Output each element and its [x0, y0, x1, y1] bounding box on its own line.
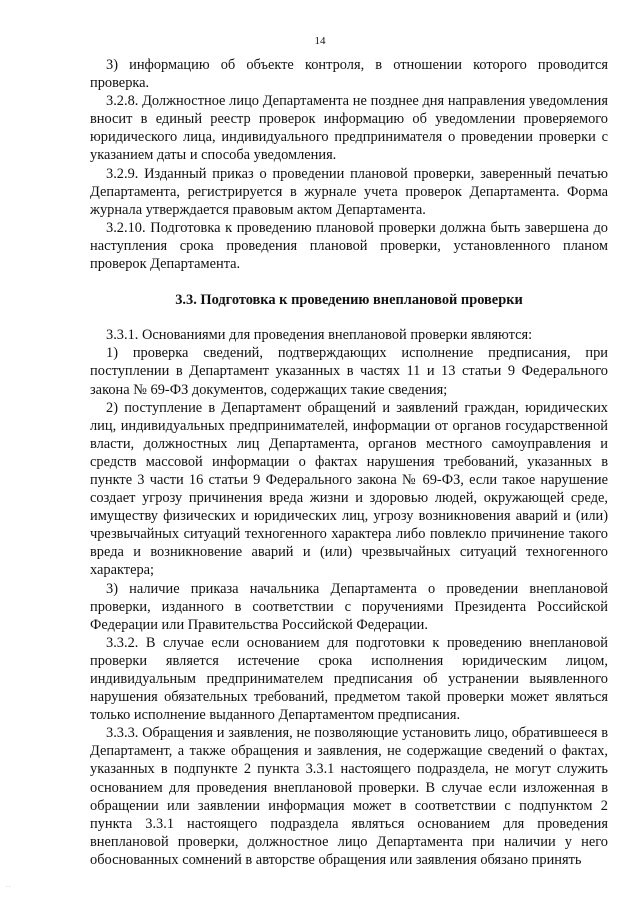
- document-body: [90, 56, 608, 869]
- page-number: 14: [314, 35, 326, 47]
- list-item-2: 2) поступление в Департамент обращений и заявлений граждан, юридических лиц, индивидуальных предпринимателей, информации от органов государственной власти, должностных лиц Департамента, органов местного самоуправления и средств массовой информации о фактах нарушения требований, указанных в пункте 3 части 16 статьи 9 Федерального закона № 69-ФЗ, если такое нарушение создает угрозу причинения вреда жизни и здоровью людей, окружающей среде, имуществу физических и юридических лиц, угрозу возникновения аварий и (или) чрезвычайных ситуаций техногенного характера либо повлекло причинение такого вреда и возникновение аварий и (или) чрезвычайных ситуаций техногенного характера;: [90, 399, 608, 579]
- paragraph-3-2-8: 3.2.8. Должностное лицо Департамента не позднее дня направления уведомления вносит в единый реестр проверок информацию об уведомлении проверяемого юридического лица, индивидуального предпринимателя о проведении проверки с указанием даты и способа уведомления.: [90, 93, 608, 164]
- paragraph-object-info: 3) информацию об объекте контроля, в отношении которого проводится проверка.: [90, 57, 608, 92]
- scan-margin-mark: . .: [6, 883, 11, 889]
- paragraph-3-3-1: 3.3.1. Основаниями для проведения внеплановой проверки являются:: [106, 327, 533, 344]
- list-item-1: 1) проверка сведений, подтверждающих исполнение предписания, при поступлении в Департамент указанных в частях 11 и 13 статьи 9 Федерального закона № 69-ФЗ документов, содержащих такие сведения;: [90, 345, 608, 398]
- paragraph-3-3-3: 3.3.3. Обращения и заявления, не позволяющие установить лицо, обратившееся в Департамент, а также обращения и заявления, не содержащие сведений о фактах, указанных в подпункте 2 пункта 3.3.1 настоящего подраздела, не могут служить основанием для проведения внеплановой проверки. В случае если изложенная в обращении или заявлении информация может в соответствии с подпунктом 2 пункта 3.3.1 настоящего подраздела являться основанием для проведения внеплановой проверки, должностное лицо Департамента при наличии у него обоснованных сомнений в авторстве обращения или заявления обязано принять: [90, 725, 608, 868]
- paragraph-3-3-2: 3.3.2. В случае если основанием для подготовки к проведению внеплановой проверки является истечение срока исполнения юридическим лицом, индивидуальным предпринимателем предписания об устранении выявленного нарушения обязательных требований, предметом такой проверки может являться только исполнение выданного Департаментом предписания.: [90, 634, 608, 724]
- paragraph-3-2-9: 3.2.9. Изданный приказ о проведении плановой проверки, заверенный печатью Департамента, регистрируется в журнале учета проверок Департамента. Форма журнала утверждается правовым актом Департамента.: [90, 165, 608, 218]
- section-heading: 3.3. Подготовка к проведению внеплановой проверки: [175, 292, 523, 309]
- list-item-3: 3) наличие приказа начальника Департамента о проведении внеплановой проверки, изданного в соответствии с поручениями Президента Российской Федерации или Правительства Российской Федерации.: [90, 580, 608, 633]
- paragraph-3-2-10: 3.2.10. Подготовка к проведению плановой проверки должна быть завершена до наступления срока проведения плановой проверки, установленного планом проверок Департамента.: [90, 219, 608, 273]
